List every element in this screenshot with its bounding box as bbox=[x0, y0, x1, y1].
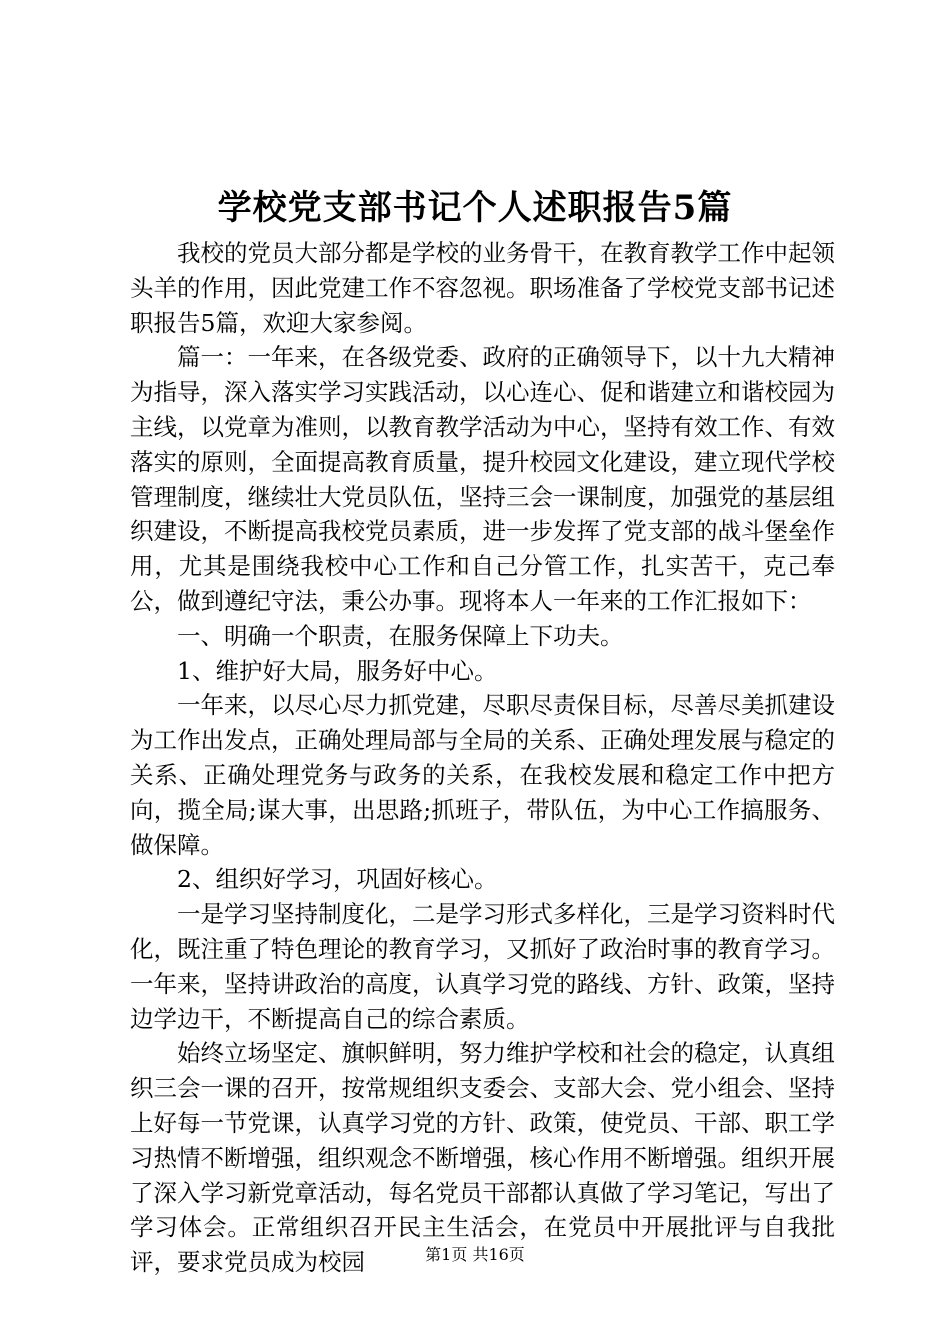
paragraph: 一年来，以尽心尽力抓党建，尽职尽责保目标，尽善尽美抓建设为工作出发点，正确处理局部与全局的关系、正确处理发展与稳定的关系、正确处理党务与政务的关系，在我校发展和稳定工作中把方向，揽全局;谋大事，出思路;抓班子，带队伍，为中心工作搞服务、做保障。 bbox=[130, 691, 835, 859]
subsection-heading: 2、组织好学习，巩固好核心。 bbox=[177, 865, 498, 894]
paragraph: 篇一：一年来，在各级党委、政府的正确领导下，以十九大精神为指导，深入落实学习实践活动，以心连心、促和谐建立和谐校园为主线，以党章为准则，以教育教学活动为中心，坚持有效工作、有效落实的原则，全面提高教育质量，提升校园文化建设，建立现代学校管理制度，继续壮大党员队伍，坚持三会一课制度，加强党的基层组织建设，不断提高我校党员素质，进一步发挥了党支部的战斗堡垒作用，尤其是围绕我校中心工作和自己分管工作，扎实苦干，克己奉公，做到遵纪守法，秉公办事。现将本人一年来的工作汇报如下： bbox=[130, 343, 835, 615]
section-heading: 一、明确一个职责，在服务保障上下功夫。 bbox=[177, 621, 624, 650]
paragraph: 始终立场坚定、旗帜鲜明，努力维护学校和社会的稳定，认真组织三会一课的召开，按常规组织支委会、支部大会、党小组会、坚持上好每一节党课，认真学习党的方针、政策，使党员、干部、职工学习热情不断增强，组织观念不断增强，核心作用不断增强。组织开展了深入学习新党章活动，每名党员干部都认真做了学习笔记，写出了学习体会。正常组织召开民主生活会，在党员中开展批评与自我批评，要求党员成为校园 bbox=[130, 1039, 835, 1277]
paragraph: 我校的党员大部分都是学校的业务骨干，在教育教学工作中起领头羊的作用，因此党建工作不容忽视。职场准备了学校党支部书记述职报告5篇，欢迎大家参阅。 bbox=[130, 239, 835, 337]
document-body bbox=[130, 236, 835, 1280]
subsection-heading: 1、维护好大局，服务好中心。 bbox=[177, 656, 498, 685]
document-title: 学校党支部书记个人述职报告5篇 bbox=[217, 188, 733, 228]
paragraph: 一是学习坚持制度化，二是学习形式多样化，三是学习资料时代化，既注重了特色理论的教育学习，又抓好了政治时事的教育学习。一年来，坚持讲政治的高度，认真学习党的路线、方针、政策，坚持边学边干，不断提高自己的综合素质。 bbox=[130, 900, 835, 1033]
page-number-footer: 第1页 共16页 bbox=[425, 1245, 525, 1264]
